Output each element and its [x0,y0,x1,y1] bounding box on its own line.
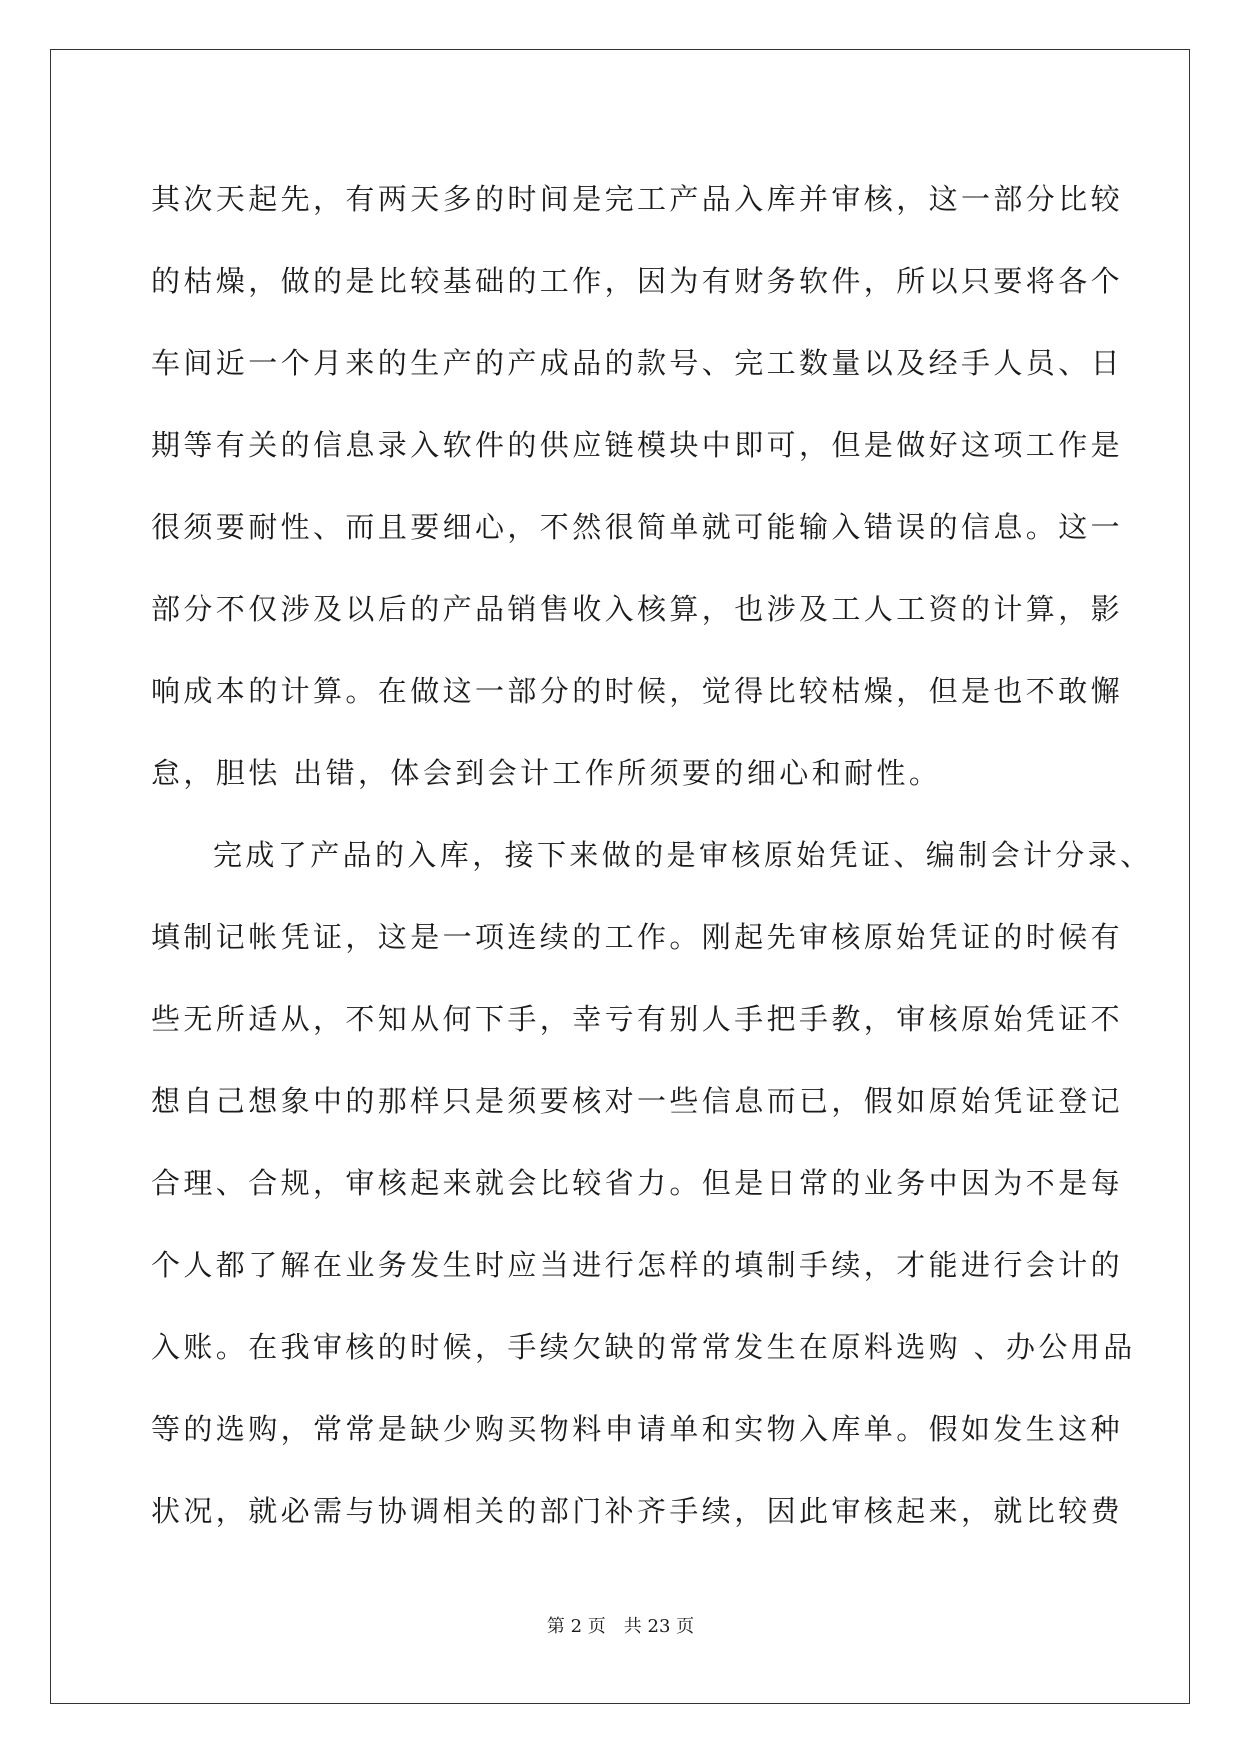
paragraph-1-line-4: 期等有关的信息录入软件的供应链模块中即可，但是做好这项工作是 [151,428,1124,462]
paragraph-2-line-6: 个人都了解在业务发生时应当进行怎样的填制手续，才能进行会计的 [151,1248,1124,1282]
paragraph-2-line-1: 完成了产品的入库，接下来做的是审核原始凭证、编制会计分录、 [213,838,1153,872]
paragraph-1-line-2: 的枯燥，做的是比较基础的工作，因为有财务软件，所以只要将各个 [151,264,1124,298]
paragraph-2-line-9: 状况，就必需与协调相关的部门补齐手续，因此审核起来，就比较费 [151,1494,1124,1528]
paragraph-1-line-1: 其次天起先，有两天多的时间是完工产品入库并审核，这一部分比较 [151,182,1124,216]
total-pages: 共 23 页 [623,1616,695,1637]
paragraph-1-line-6: 部分不仅涉及以后的产品销售收入核算，也涉及工人工资的计算，影 [151,592,1124,626]
page-number: 第 2 页 [546,1616,606,1637]
paragraph-2-line-2: 填制记帐凭证，这是一项连续的工作。刚起先审核原始凭证的时候有 [151,920,1124,954]
paragraph-2-line-7: 入账。在我审核的时候，手续欠缺的常常发生在原料选购 、办公用品 [151,1330,1136,1364]
paragraph-1-line-7: 响成本的计算。在做这一部分的时候，觉得比较枯燥，但是也不敢懈 [151,674,1124,708]
paragraph-2-line-3: 些无所适从，不知从何下手，幸亏有别人手把手教，审核原始凭证不 [151,1002,1124,1036]
paragraph-2-line-8: 等的选购，常常是缺少购买物料申请单和实物入库单。假如发生这种 [151,1412,1124,1446]
page-footer [0,1612,1241,1638]
paragraph-1-line-3: 车间近一个月来的生产的产成品的款号、完工数量以及经手人员、日 [151,346,1124,380]
paragraph-1-line-5: 很须要耐性、而且要细心，不然很简单就可能输入错误的信息。这一 [151,510,1124,544]
document-body [151,158,1153,1552]
paragraph-2-line-4: 想自己想象中的那样只是须要核对一些信息而已，假如原始凭证登记 [151,1084,1124,1118]
paragraph-1-line-8: 怠，胆怯 出错，体会到会计工作所须要的细心和耐性。 [151,756,942,790]
paragraph-2-line-5: 合理、合规，审核起来就会比较省力。但是日常的业务中因为不是每 [151,1166,1124,1200]
